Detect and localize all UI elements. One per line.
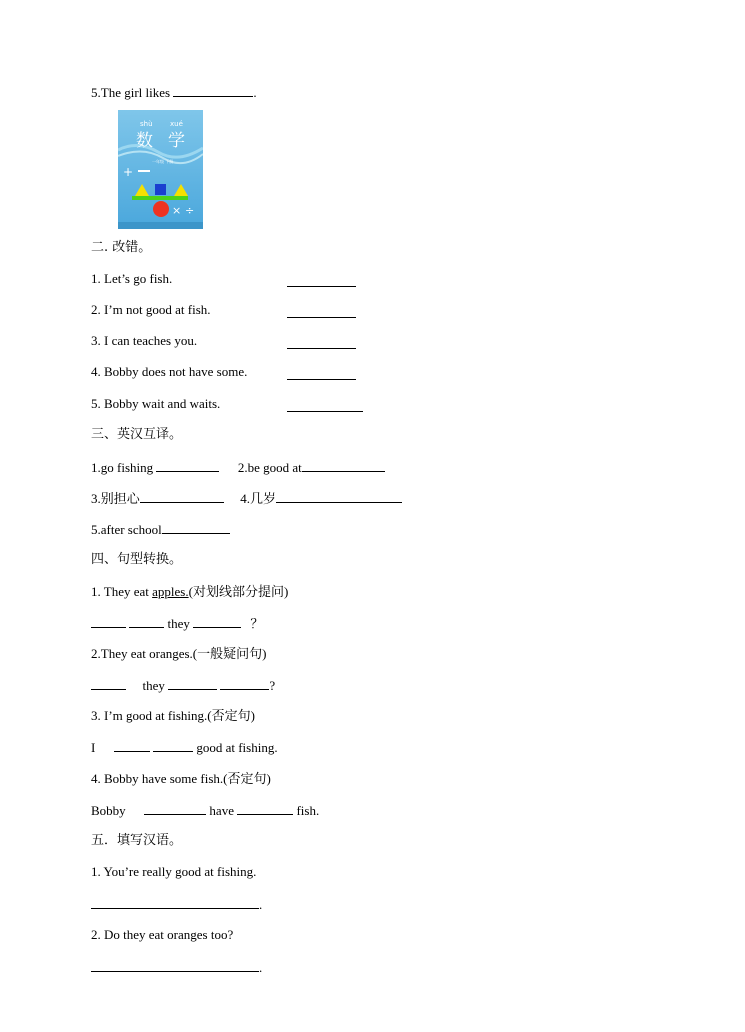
sec4-question-2: 2.They eat oranges.(一般疑问句) [91, 646, 267, 661]
sec3-row-3: 5.after school [91, 521, 230, 538]
sec2-blank-5[interactable] [287, 410, 363, 412]
pinyin-xue: xué [170, 120, 183, 128]
sec5-question-1: 1. You’re really good at fishing. [91, 864, 257, 879]
answer-blank[interactable] [162, 521, 230, 534]
sec4-question-4: 4. Bobby have some fish.(否定句) [91, 771, 271, 786]
sec5-answer-1: . [91, 896, 262, 913]
sec2-blank-1[interactable] [287, 285, 356, 287]
sec4-answer-4: Bobby have fish. [91, 803, 320, 818]
sec2-blank-2[interactable] [287, 316, 356, 318]
sec2-item-2: 2. I’m not good at fish. [91, 302, 211, 317]
book-title-xue: 学 [168, 131, 185, 151]
math-book-image [118, 110, 203, 229]
sec5-answer-2: . [91, 959, 262, 976]
answer-blank[interactable] [153, 739, 193, 752]
sec4-answer-3: I good at fishing. [91, 740, 278, 755]
answer-blank[interactable] [168, 677, 217, 690]
sec4-answer-2: they ? [91, 677, 275, 694]
pinyin-shu: shù [140, 120, 153, 128]
sec2-item-1: 1. Let’s go fish. [91, 271, 173, 286]
divide-icon: ÷ [185, 204, 195, 217]
sec2-blank-3[interactable] [287, 347, 356, 349]
square-icon [155, 184, 166, 195]
answer-blank[interactable] [173, 84, 253, 97]
answer-blank[interactable] [237, 802, 293, 815]
sec4-answer-1: they ？ [91, 615, 263, 632]
plus-icon: + [123, 165, 134, 179]
sec3-row-1: 1.go fishing 2.be good at [91, 459, 385, 476]
section-3-title: 三、英汉互译。 [91, 427, 183, 442]
answer-blank[interactable] [140, 490, 224, 503]
sec4-question-3: 3. I’m good at fishing.(否定句) [91, 708, 255, 723]
answer-blank[interactable] [193, 615, 241, 628]
sec2-item-5: 5. Bobby wait and waits. [91, 396, 221, 411]
math-book-cover [118, 110, 203, 229]
balance-bar [132, 196, 188, 200]
answer-blank[interactable] [91, 677, 126, 690]
sec2-blank-4[interactable] [287, 378, 356, 380]
sec4-question-1: 1. They eat apples.(对划线部分提问) [91, 584, 289, 599]
answer-blank[interactable] [156, 459, 219, 472]
answer-blank[interactable] [91, 615, 126, 628]
sec2-item-3: 3. I can teaches you. [91, 333, 198, 348]
sec2-item-4: 4. Bobby does not have some. [91, 364, 248, 379]
sec3-row-2: 3.别担心 4.几岁 [91, 490, 402, 507]
answer-blank[interactable] [276, 490, 402, 503]
book-title-shu: 数 [136, 131, 153, 151]
answer-blank[interactable] [129, 615, 164, 628]
answer-blank[interactable] [144, 802, 206, 815]
circle-icon [153, 201, 169, 217]
answer-blank[interactable] [220, 677, 269, 690]
section-5-title: 五．填写汉语。 [91, 833, 183, 848]
answer-blank[interactable] [302, 459, 385, 472]
section-2-title: 二. 改错。 [91, 240, 152, 255]
answer-blank[interactable] [91, 896, 259, 909]
answer-blank[interactable] [91, 959, 259, 972]
section-4-title: 四、句型转换。 [91, 552, 183, 567]
minus-icon [138, 170, 150, 172]
question-5: 5.The girl likes . [91, 85, 257, 100]
book-grade: 一年级 下册 [152, 159, 174, 164]
times-icon: × [172, 204, 182, 217]
answer-blank[interactable] [114, 739, 150, 752]
sec5-question-2: 2. Do they eat oranges too? [91, 927, 234, 942]
